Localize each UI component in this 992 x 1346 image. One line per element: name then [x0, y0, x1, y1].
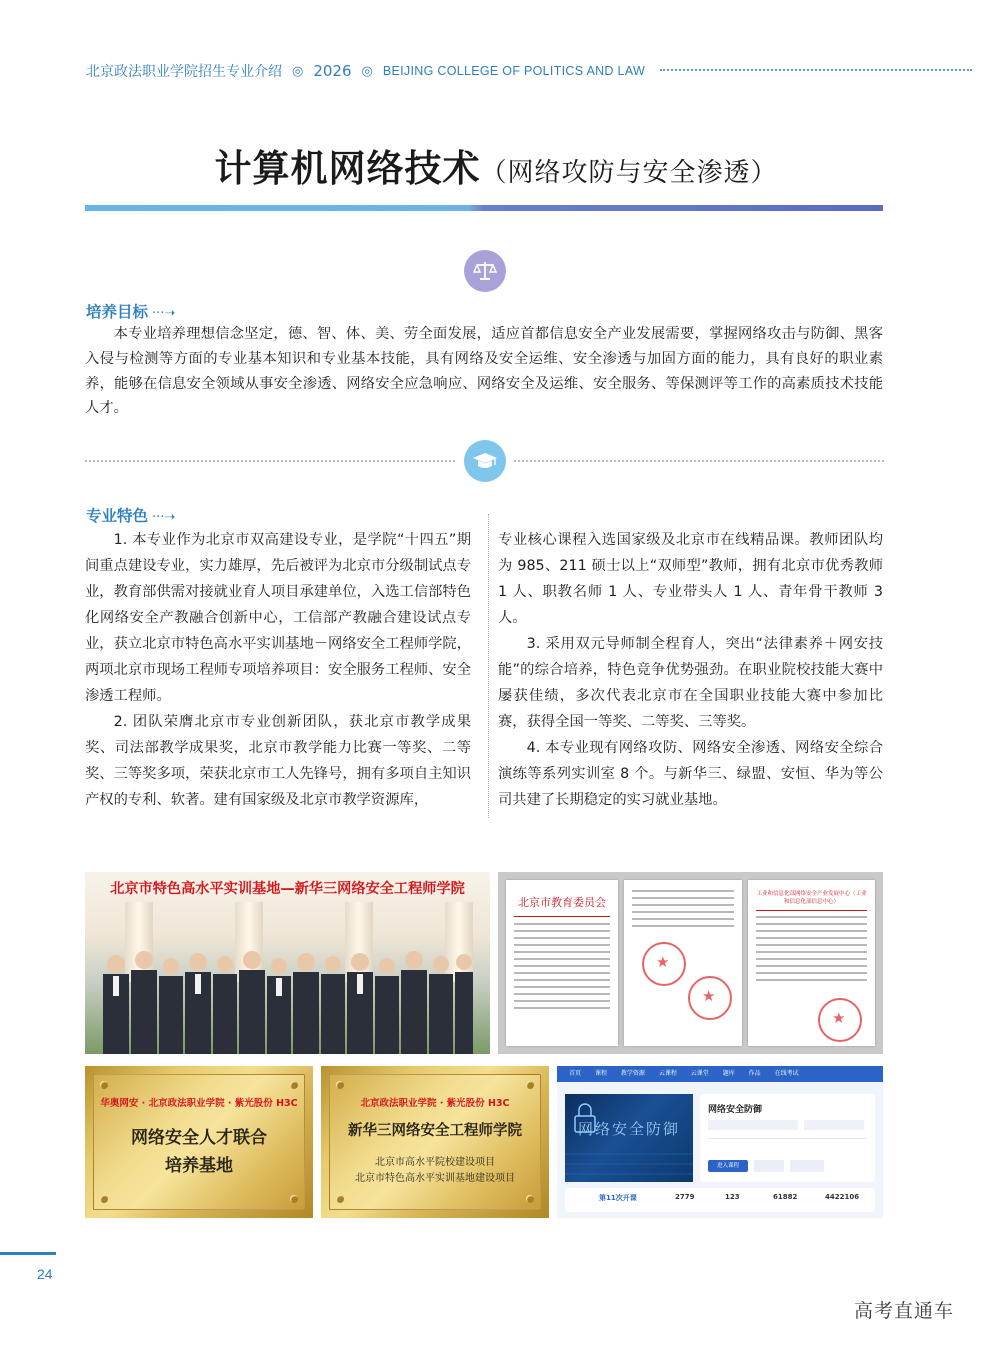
- platform-nav-item: 首页: [569, 1070, 582, 1077]
- page-title: [0, 138, 992, 192]
- plaque-engineer-college: [321, 1066, 549, 1218]
- arrow-icon: ···➝: [152, 510, 176, 525]
- scale-icon: [464, 250, 506, 292]
- graduation-cap-icon: [464, 440, 506, 482]
- features-left-column: [85, 527, 471, 813]
- title-underline-bar: [85, 205, 883, 211]
- header-year: 2026: [313, 62, 352, 80]
- group-photo: [85, 872, 490, 1054]
- feature-item-2-continued: 专业核心课程入选国家级及北京市在线精品课。教师团队均为 985、211 硕士以上“双师型”教师，拥有北京市优秀教师 1 人、职教名师 1 人、专业带头人 1 人、青年骨干教师 3 人。: [498, 532, 883, 626]
- title-main: 计算机网络技术: [214, 146, 481, 190]
- goal-paragraph: [85, 322, 883, 421]
- title-sub: （网络攻防与安全渗透）: [480, 158, 778, 188]
- platform-nav-item: 在线考试: [774, 1070, 799, 1077]
- course-stats: [565, 1188, 875, 1212]
- course-title: 网络安全防御: [708, 1105, 763, 1115]
- feature-item-1: 1. 本专业作为北京市双高建设专业，是学院“十四五”期间重点建设专业，实力雄厚，先后被评为北京市分级制试点专业，教育部供需对接就业育人项目承建单位，入选工信部特色化网络安全产教融合创新中心，工信部产教融合建设试点专业，获立北京市特色高水平实训基地－网络安全工程师学院，两项北京市现场工程师专项培养项目：安全服务工程师、安全渗透工程师。: [85, 532, 472, 704]
- running-header: [86, 60, 645, 82]
- plaque1-line1: 网络安全人才联合: [131, 1128, 267, 1148]
- platform-nav-item: 云课堂: [690, 1070, 709, 1077]
- features-right-column: [498, 527, 883, 813]
- session-label: 第11次开课: [599, 1194, 637, 1202]
- page-number: 24: [37, 1266, 53, 1282]
- course-info-card: [700, 1094, 875, 1182]
- share-button[interactable]: [754, 1160, 784, 1172]
- feature-item-2: 2. 团队荣膺北京市专业创新团队，获北京市教学成果奖、司法部教学成果奖，北京市教学能力比赛一等奖、二等奖、三等奖多项，荣获北京市工人先锋号，拥有多项自主知识产权的专利、软著。建有国家级及北京市教学资源库，: [85, 714, 472, 808]
- plaque-talent-base: [85, 1066, 313, 1218]
- group-photo-caption: 北京市特色高水平实训基地—新华三网络安全工程师学院: [110, 881, 465, 897]
- plaque1-line2: 培养基地: [165, 1156, 233, 1176]
- feature-item-4: 4. 本专业现有网络攻防、网络安全渗透、网络安全综合演练等系列实训室 8 个。与新华三、绿盟、安恒、华为等公司共建了长期稳定的实习就业基地。: [498, 740, 883, 808]
- header-school-en: BEIJING COLLEGE OF POLITICS AND LAW: [382, 64, 646, 78]
- platform-nav-item: 教学资源: [620, 1070, 645, 1077]
- doc1-title: 北京市教育委员会: [518, 896, 606, 909]
- column-divider: [488, 514, 489, 818]
- platform-nav-item: 题库: [722, 1070, 735, 1077]
- platform-nav: [557, 1066, 883, 1082]
- stat-value: 123: [725, 1193, 740, 1201]
- plaque1-logos: 华奥网安 · 北京政法职业学院 · 紫光股份 H3C: [100, 1098, 298, 1109]
- doc2-title: 工业和信息化部网络安全产业发展中心（工业和信息化部信息中心）: [756, 891, 867, 905]
- join-course-button[interactable]: 进入课程: [708, 1160, 748, 1172]
- document-page-3: [748, 880, 875, 1046]
- platform-nav-item: 作品: [748, 1070, 761, 1077]
- goal-heading: [86, 300, 175, 322]
- stat-value: 2779: [675, 1193, 695, 1201]
- red-seal-icon: [642, 942, 686, 986]
- plaque2-logos: 北京政法职业学院 · 紫光股份 H3C: [360, 1098, 510, 1109]
- header-school-cn: 北京政法职业学院招生专业介绍: [86, 64, 282, 80]
- course-cover-image: [565, 1094, 693, 1182]
- plaque2-main: 新华三网络安全工程师学院: [348, 1123, 522, 1139]
- goal-text: 本专业培养理想信念坚定，德、智、体、美、劳全面发展，适应首都信息安全产业发展需要，掌握网络攻击与防御、黑客入侵与检测等方面的专业基本知识和专业基本技能，具有网络及安全运维、安全渗透与加固方面的能力，具有良好的职业素养，能够在信息安全领域从事安全渗透、网络安全应急响应、网络安全及运维、安全服务、等保测评等工作的高素质技术技能人才。: [85, 326, 883, 417]
- group-people-illustration: [103, 934, 473, 1054]
- platform-nav-item: 课程: [594, 1070, 607, 1077]
- header-dotted-rule: [660, 69, 972, 71]
- watermark: 高考直通车: [854, 1300, 955, 1322]
- stat-value: 4422106: [825, 1193, 860, 1201]
- features-heading-text: 专业特色: [86, 507, 149, 525]
- favorite-button[interactable]: [790, 1160, 824, 1172]
- course-platform-screenshot: [557, 1066, 883, 1218]
- stat-value: 61882: [773, 1193, 798, 1201]
- ring-icon: ◎: [361, 63, 373, 79]
- arrow-icon: ···➝: [152, 306, 176, 321]
- cover-text: 网络安全防御: [577, 1120, 680, 1138]
- features-heading: [86, 504, 175, 526]
- feature-item-3: 3. 采用双元导师制全程育人，突出“法律素养＋网安技能”的综合培养，特色竞争优势强劲。在职业院校技能大赛中屡获佳绩，多次代表北京市在全国职业技能大赛中参加比赛，获得全国一等奖、二等奖、三等奖。: [498, 636, 883, 730]
- plaque2-sub1: 北京市高水平院校建设项目: [375, 1157, 495, 1168]
- official-documents-photo: [498, 872, 883, 1054]
- red-seal-icon: [818, 998, 862, 1042]
- plaque2-sub2: 北京市特色高水平实训基地建设项目: [355, 1173, 515, 1184]
- document-page-2: [624, 880, 742, 1046]
- document-page-1: [506, 880, 618, 1046]
- section-divider-left: [85, 460, 455, 462]
- platform-nav-item: 云课程: [658, 1070, 677, 1077]
- ring-icon: ◎: [292, 63, 304, 79]
- footer-accent-bar: [0, 1252, 56, 1255]
- section-divider-right: [514, 460, 884, 462]
- goal-heading-text: 培养目标: [86, 303, 149, 321]
- red-seal-icon: [688, 976, 732, 1020]
